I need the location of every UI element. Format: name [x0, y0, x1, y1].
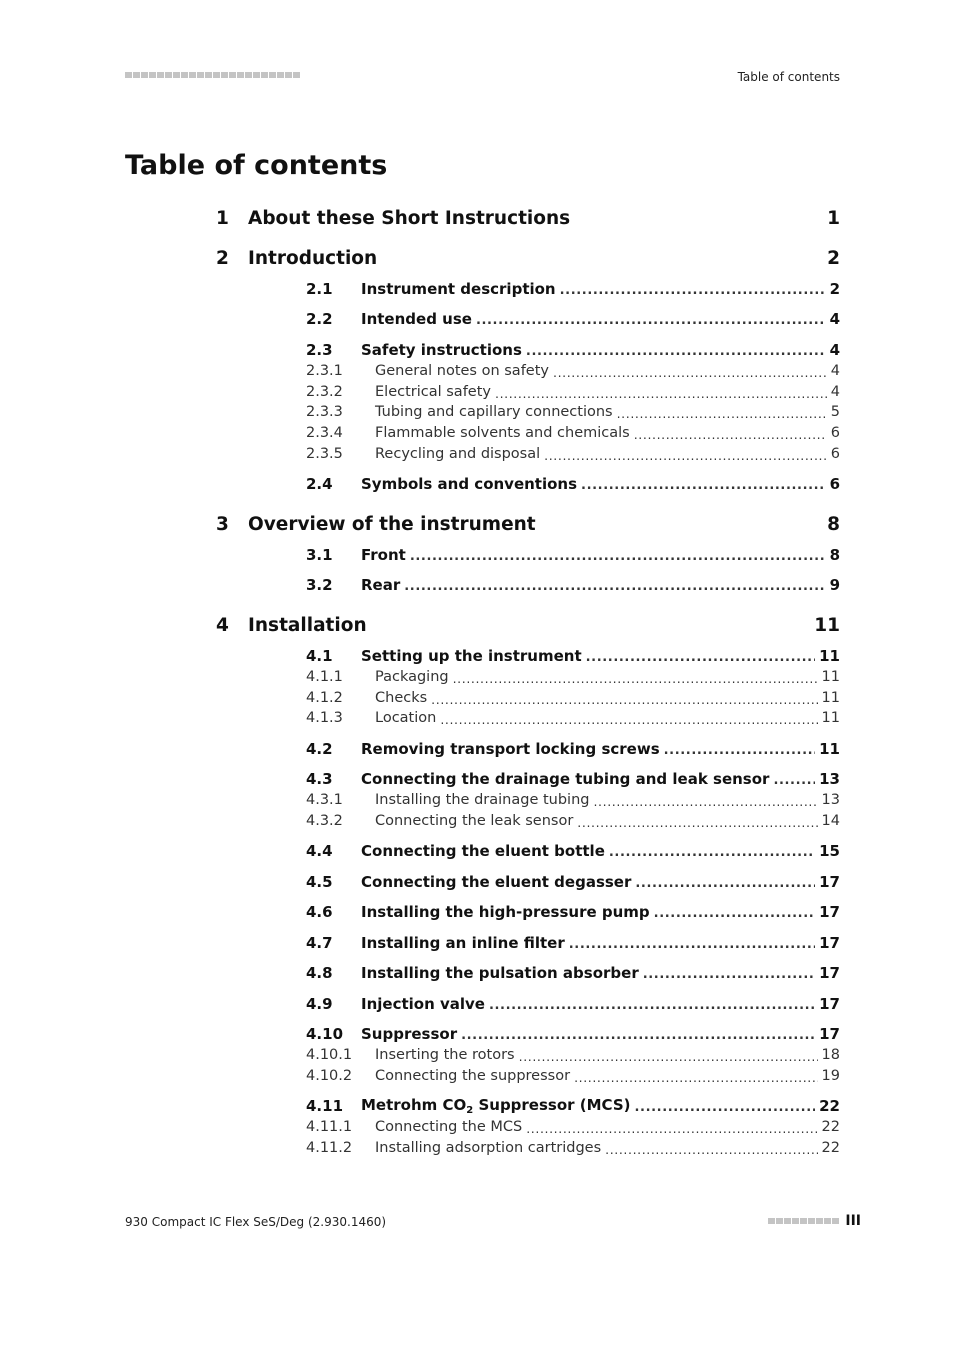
- toc-subsection[interactable]: [306, 667, 840, 687]
- subsection-number: 2.3.4: [306, 425, 343, 441]
- toc-section[interactable]: [306, 545, 840, 565]
- section-number: 4.11: [306, 1097, 344, 1115]
- dot-leader: [635, 1100, 816, 1115]
- dot-leader: [635, 876, 815, 891]
- section-title: Connecting the drainage tubing and leak sensor: [361, 770, 770, 788]
- section-title: Safety instructions: [361, 341, 522, 359]
- toc-section[interactable]: [306, 1024, 840, 1044]
- toc-subsection[interactable]: [306, 1066, 840, 1086]
- toc-chapter[interactable]: [216, 206, 840, 230]
- subsection-page: 22: [821, 1119, 840, 1135]
- dot-leader: [577, 815, 817, 830]
- section-page: 11: [819, 647, 840, 665]
- section-page: 17: [819, 964, 840, 982]
- subsection-number: 2.3.1: [306, 363, 343, 379]
- toc-subsection[interactable]: [306, 423, 840, 443]
- subsection-page: 4: [830, 384, 840, 400]
- section-number: 4.5: [306, 873, 333, 891]
- subsection-number: 4.1.3: [306, 710, 343, 726]
- toc-subsection[interactable]: [306, 790, 840, 810]
- section-title: [361, 1096, 631, 1116]
- subsection-title: Packaging: [375, 669, 449, 685]
- dot-leader: [569, 937, 815, 952]
- chapter-number: 2: [216, 247, 229, 269]
- chapter-title: Introduction: [248, 247, 378, 269]
- subsection-number: 4.10.1: [306, 1047, 353, 1063]
- dot-leader: [544, 448, 827, 463]
- section-title: Front: [361, 546, 406, 564]
- dot-leader: [495, 386, 827, 401]
- toc-section[interactable]: [306, 769, 840, 789]
- subsection-page: 22: [821, 1140, 840, 1156]
- toc-section[interactable]: [306, 963, 840, 983]
- section-page: 17: [819, 873, 840, 891]
- section-page: 17: [819, 995, 840, 1013]
- toc-section[interactable]: [306, 902, 840, 922]
- section-number: 4.9: [306, 995, 333, 1013]
- subsection-title: Flammable solvents and chemicals: [375, 425, 630, 441]
- section-page: 22: [819, 1097, 840, 1115]
- section-title: Suppressor: [361, 1025, 458, 1043]
- subsection-page: 14: [821, 813, 840, 829]
- dot-leader: [609, 845, 815, 860]
- dot-leader: [461, 1028, 815, 1043]
- subsection-page: 11: [821, 690, 840, 706]
- section-number: 4.4: [306, 842, 333, 860]
- section-title: Removing transport locking screws: [361, 740, 660, 758]
- section-title: Connecting the eluent bottle: [361, 842, 605, 860]
- dot-leader: [773, 773, 815, 788]
- toc-subsection[interactable]: [306, 708, 840, 728]
- toc-section[interactable]: [306, 646, 840, 666]
- subsection-number: 2.3.2: [306, 384, 343, 400]
- subsection-page: 11: [821, 669, 840, 685]
- chapter-page: 8: [827, 513, 840, 535]
- page-number: III: [845, 1213, 861, 1229]
- subscript-2: 2: [466, 1105, 474, 1116]
- toc-chapter[interactable]: [216, 512, 840, 536]
- subsection-title: Location: [375, 710, 437, 726]
- dot-leader: [643, 967, 815, 982]
- section-number: 4.10: [306, 1025, 344, 1043]
- dot-leader: [664, 743, 816, 758]
- subsection-page: 18: [821, 1047, 840, 1063]
- dot-leader: [526, 344, 826, 359]
- section-number: 3.1: [306, 546, 333, 564]
- section-title: Injection valve: [361, 995, 485, 1013]
- section-page: 9: [829, 576, 840, 594]
- section-number: 4.8: [306, 964, 333, 982]
- section-number: 4.6: [306, 903, 333, 921]
- chapter-number: 3: [216, 513, 229, 535]
- subsection-title: Connecting the leak sensor: [375, 813, 574, 829]
- dot-leader: [581, 478, 826, 493]
- dot-leader: [404, 579, 825, 594]
- chapter-title: Overview of the instrument: [248, 513, 536, 535]
- subsection-page: 19: [821, 1068, 840, 1084]
- toc-section[interactable]: [306, 575, 840, 595]
- section-title: Installing an inline filter: [361, 934, 565, 952]
- toc-subsection[interactable]: [306, 688, 840, 708]
- section-page: 17: [819, 934, 840, 952]
- toc-chapter[interactable]: [216, 246, 840, 270]
- subsection-title: General notes on safety: [375, 363, 549, 379]
- toc-section[interactable]: [306, 1096, 840, 1116]
- toc-section[interactable]: [306, 933, 840, 953]
- section-number: 2.4: [306, 475, 333, 493]
- subsection-number: 4.11.1: [306, 1119, 353, 1135]
- header-decoration: [125, 72, 300, 78]
- dot-leader: [574, 1070, 817, 1085]
- toc-section[interactable]: [306, 474, 840, 494]
- toc-section[interactable]: [306, 340, 840, 360]
- subsection-page: 6: [830, 425, 840, 441]
- section-number: 2.3: [306, 341, 333, 359]
- toc-subsection[interactable]: [306, 1138, 840, 1158]
- section-number: 4.7: [306, 934, 333, 952]
- dot-leader: [593, 794, 817, 809]
- section-page: 8: [829, 546, 840, 564]
- chapter-title: Installation: [248, 614, 367, 636]
- subsection-number: 4.1.1: [306, 669, 343, 685]
- subsection-page: 4: [830, 363, 840, 379]
- dot-leader: [586, 650, 815, 665]
- running-header-title: Table of contents: [737, 70, 840, 84]
- chapter-page: 2: [827, 247, 840, 269]
- section-page: 4: [829, 341, 840, 359]
- dot-leader: [440, 712, 817, 727]
- subsection-number: 2.3.3: [306, 404, 343, 420]
- title-part: Metrohm CO: [361, 1096, 467, 1114]
- dot-leader: [634, 427, 827, 442]
- toc-subsection[interactable]: [306, 382, 840, 402]
- subsection-page: 13: [821, 792, 840, 808]
- chapter-page: 1: [827, 207, 840, 229]
- subsection-number: 4.3.2: [306, 813, 343, 829]
- section-title: Installing the pulsation absorber: [361, 964, 639, 982]
- dot-leader: [654, 906, 815, 921]
- toc-subsection[interactable]: [306, 402, 840, 422]
- subsection-title: Connecting the suppressor: [375, 1068, 571, 1084]
- section-title: Connecting the eluent degasser: [361, 873, 632, 891]
- dot-leader: [605, 1142, 817, 1157]
- chapter-number: 1: [216, 207, 229, 229]
- subsection-number: 4.10.2: [306, 1068, 353, 1084]
- toc-section[interactable]: [306, 309, 840, 329]
- section-page: 4: [829, 310, 840, 328]
- subsection-number: 2.3.5: [306, 446, 343, 462]
- dot-leader: [453, 671, 818, 686]
- chapter-page: 11: [814, 614, 840, 636]
- section-title: Rear: [361, 576, 401, 594]
- dot-leader: [476, 313, 826, 328]
- footer-page-marker: [768, 1213, 861, 1229]
- subsection-title: Installing adsorption cartridges: [375, 1140, 602, 1156]
- subsection-title: Inserting the rotors: [375, 1047, 515, 1063]
- subsection-number: 4.1.2: [306, 690, 343, 706]
- toc-section[interactable]: [306, 872, 840, 892]
- section-page: 15: [819, 842, 840, 860]
- dot-leader: [431, 692, 817, 707]
- subsection-page: 5: [830, 404, 840, 420]
- section-page: 17: [819, 903, 840, 921]
- toc-subsection[interactable]: [306, 1045, 840, 1065]
- toc-section[interactable]: [306, 279, 840, 299]
- subsection-title: Installing the drainage tubing: [375, 792, 590, 808]
- subsection-title: Tubing and capillary connections: [375, 404, 613, 420]
- toc-subsection[interactable]: [306, 1117, 840, 1137]
- chapter-title: About these Short Instructions: [248, 207, 571, 229]
- section-page: 13: [819, 770, 840, 788]
- section-page: 17: [819, 1025, 840, 1043]
- subsection-number: 4.11.2: [306, 1140, 353, 1156]
- subsection-title: Checks: [375, 690, 428, 706]
- section-title: Instrument description: [361, 280, 556, 298]
- section-title: Setting up the instrument: [361, 647, 582, 665]
- toc-section[interactable]: [306, 994, 840, 1014]
- toc-chapter[interactable]: [216, 613, 840, 637]
- dot-leader: [410, 549, 826, 564]
- footer-document-name: 930 Compact IC Flex SeS/Deg (2.930.1460): [125, 1215, 387, 1229]
- title-part: Suppressor (MCS): [473, 1096, 631, 1114]
- dot-leader: [617, 406, 827, 421]
- toc-section[interactable]: [306, 841, 840, 861]
- toc-subsection[interactable]: [306, 444, 840, 464]
- dot-leader: [519, 1049, 818, 1064]
- footer-decoration: [768, 1218, 839, 1224]
- dot-leader: [553, 365, 827, 380]
- section-number: 2.1: [306, 280, 333, 298]
- subsection-title: Recycling and disposal: [375, 446, 541, 462]
- section-number: 3.2: [306, 576, 333, 594]
- toc-section[interactable]: [306, 739, 840, 759]
- toc-subsection[interactable]: [306, 811, 840, 831]
- subsection-number: 4.3.1: [306, 792, 343, 808]
- section-page: 6: [829, 475, 840, 493]
- section-number: 4.2: [306, 740, 333, 758]
- subsection-title: Connecting the MCS: [375, 1119, 523, 1135]
- section-page: 11: [819, 740, 840, 758]
- page-title: Table of contents: [125, 150, 388, 181]
- section-title: Symbols and conventions: [361, 475, 578, 493]
- dot-leader: [489, 998, 815, 1013]
- section-title: Intended use: [361, 310, 472, 328]
- section-number: 4.1: [306, 647, 333, 665]
- section-page: 2: [829, 280, 840, 298]
- section-number: 2.2: [306, 310, 333, 328]
- subsection-title: Electrical safety: [375, 384, 491, 400]
- section-title: Installing the high-pressure pump: [361, 903, 650, 921]
- dot-leader: [526, 1121, 817, 1136]
- toc-subsection[interactable]: [306, 361, 840, 381]
- dot-leader: [560, 283, 826, 298]
- section-number: 4.3: [306, 770, 333, 788]
- chapter-number: 4: [216, 614, 229, 636]
- subsection-page: 11: [821, 710, 840, 726]
- subsection-page: 6: [830, 446, 840, 462]
